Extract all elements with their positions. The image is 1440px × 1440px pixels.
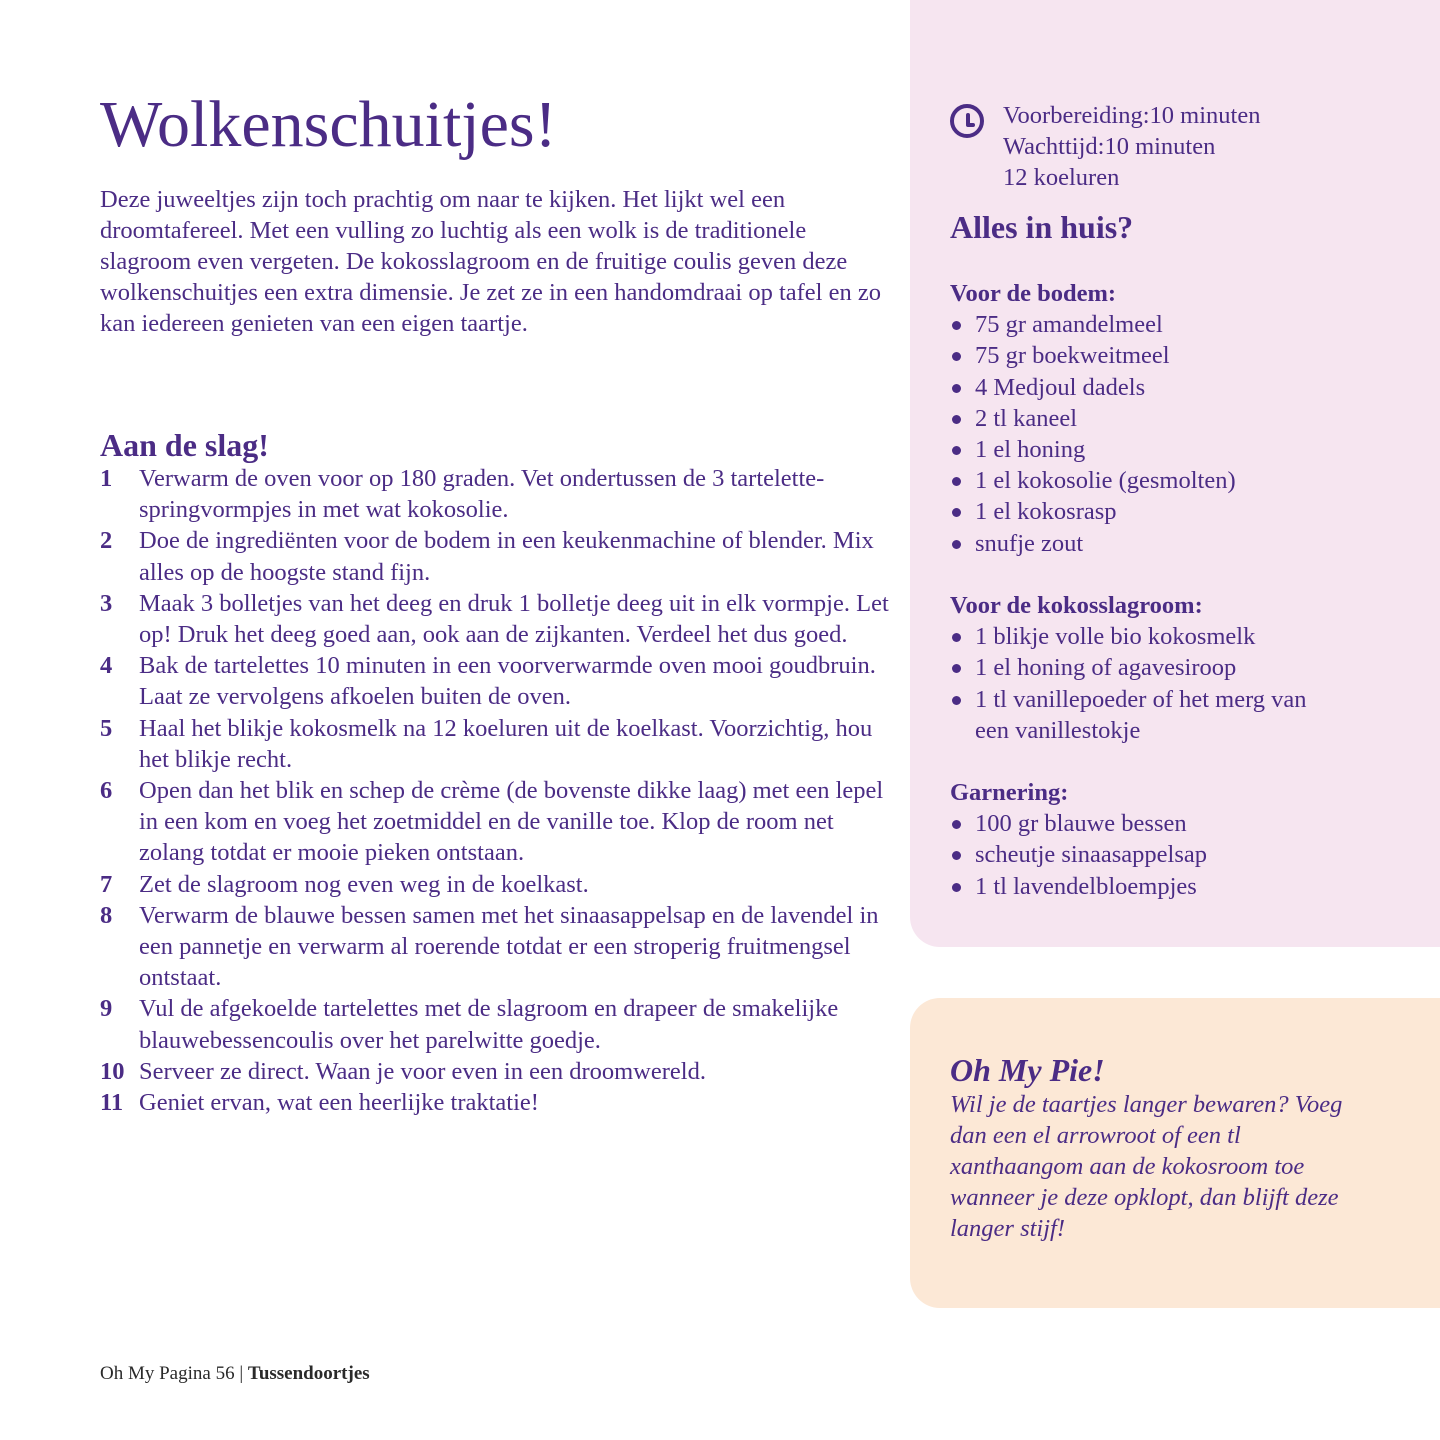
step-number: 1 (100, 465, 113, 492)
page-footer (100, 1361, 370, 1387)
list-item (100, 869, 890, 900)
list-item: 1 el kokosrasp (950, 496, 1400, 527)
ingredient-group-heading: Garnering: (950, 779, 1069, 806)
list-item (100, 1087, 890, 1118)
list-item (100, 993, 890, 1055)
list-item: 1 el honing of agavesiroop (950, 652, 1400, 683)
list-item (100, 588, 890, 650)
list-item: 4 Medjoul dadels (950, 372, 1400, 403)
step-number: 9 (100, 995, 113, 1023)
step-text: Serveer ze direct. Waan je voor even in een droomwereld. (139, 1057, 706, 1085)
step-number: 10 (100, 1057, 125, 1085)
step-text: Bak de tartelettes 10 minuten in een voorverwarmde oven mooi goudbruin. Laat ze vervolgens afkoelen buiten de oven. (139, 652, 876, 711)
ingredient-group-heading: Voor de bodem: (950, 280, 1117, 307)
list-item (100, 525, 890, 587)
step-number: 11 (100, 1089, 124, 1117)
step-number: 8 (100, 901, 113, 929)
step-number: 4 (100, 652, 113, 680)
list-item (100, 1056, 890, 1087)
list-item: 100 gr blauwe bessen (950, 808, 1400, 839)
intro-paragraph: Deze juweeltjes zijn toch prachtig om naar te kijken. Het lijkt wel een droomtafereel. Met een vulling zo luchtig als een wolk is de traditionele slagroom even vergeten. De kokosslagroom en de fruitige coulis geven deze wolkenschuitjes een extra dimensie. Je zet ze in een handomdraai op tafel en zo kan iedereen genieten van een eigen taartje. (100, 186, 881, 337)
ingredient-group-heading: Voor de kokosslagroom: (950, 592, 1203, 619)
step-text: Zet de slagroom nog even weg in de koelkast. (139, 870, 589, 898)
step-text: Haal het blikje kokosmelk na 12 koeluren uit de koelkast. Voorzichtig, hou het blikje recht. (139, 714, 873, 773)
tip-title: Oh My Pie! (950, 1052, 1105, 1088)
step-number: 3 (100, 589, 113, 617)
step-number: 7 (100, 870, 113, 898)
footer-page-number: Oh My Pagina 56 (100, 1363, 235, 1384)
tip-text: Wil je de taartjes langer bewaren? Voeg dan een el arrowroot of een tl xanthaangom aan de kokosroom toe wanneer je deze opklopt, dan blijft deze langer stijf! (950, 1091, 1343, 1242)
step-number: 5 (100, 714, 113, 742)
ingredient-list (950, 309, 1400, 559)
list-item: snufje zout (950, 528, 1400, 559)
step-text: Verwarm de blauwe bessen samen met het sinaasappelsap en de lavendel in een pannetje en verwarm al roerende totdat er een stroperig fruitmengsel ontstaat. (139, 901, 879, 992)
list-item: 1 blikje volle bio kokosmelk (950, 621, 1400, 652)
ingredient-group-garnering (950, 777, 1400, 902)
step-text: Verwarm de oven voor op 180 graden. Vet ondertussen de 3 tartelette-springvormpjes in met wat kokosolie. (139, 465, 825, 524)
list-item: 75 gr amandelmeel (950, 309, 1400, 340)
list-item: 75 gr boekweitmeel (950, 340, 1400, 371)
list-item (100, 900, 890, 994)
page-title: Wolkenschuitjes! (100, 88, 557, 161)
list-item (100, 713, 890, 775)
ingredient-group-bodem (950, 278, 1400, 559)
list-item: 2 tl kaneel (950, 403, 1400, 434)
list-item (100, 463, 890, 525)
list-item (100, 650, 890, 712)
step-text: Maak 3 bolletjes van het deeg en druk 1 bolletje deeg uit in elk vormpje. Let op! Druk het deeg goed aan, ook aan de zijkanten. Verdeel het dus goed. (139, 589, 889, 649)
ingredient-list (950, 808, 1400, 902)
list-item: 1 el kokosolie (gesmolten) (950, 465, 1400, 496)
step-text: Open dan het blik en schep de crème (de bovenste dikke laag) met een lepel in een kom en voeg het zoetmiddel en de vanille toe. Klop de room net zolang totdat er mooie pieken ontstaan. (139, 777, 884, 867)
step-text: Geniet ervan, wat een heerlijke traktatie! (139, 1089, 539, 1117)
list-item: 1 tl lavendelbloempjes (950, 871, 1400, 902)
step-number: 6 (100, 777, 113, 805)
steps-heading: Aan de slag! (100, 427, 269, 463)
list-item (100, 775, 890, 869)
list-item: 1 tl vanillepoeder of het merg van een vanillestokje (950, 684, 1310, 746)
ingredients-title: Alles in huis? (950, 209, 1134, 245)
ingredient-group-kokosslagroom (950, 590, 1400, 746)
step-text: Doe de ingrediënten voor de bodem in een keukenmachine of blender. Mix alles op de hoogste stand fijn. (139, 527, 874, 586)
prep-time: Voorbereiding:10 minuten (1003, 102, 1261, 129)
footer-separator: | (234, 1363, 248, 1384)
ingredient-list (950, 621, 1400, 746)
chill-time: 12 koeluren (1003, 164, 1120, 191)
clock-icon (950, 104, 984, 138)
wait-time: Wachttijd:10 minuten (1003, 133, 1216, 160)
list-item: scheutje sinaasappelsap (950, 839, 1400, 870)
steps-list (100, 463, 890, 1118)
step-text: Vul de afgekoelde tartelettes met de slagroom en drapeer de smakelijke blauwebessencoulis over het parelwitte goedje. (139, 995, 839, 1054)
step-number: 2 (100, 527, 113, 555)
footer-section-name: Tussendoortjes (247, 1363, 370, 1384)
list-item: 1 el honing (950, 434, 1400, 465)
